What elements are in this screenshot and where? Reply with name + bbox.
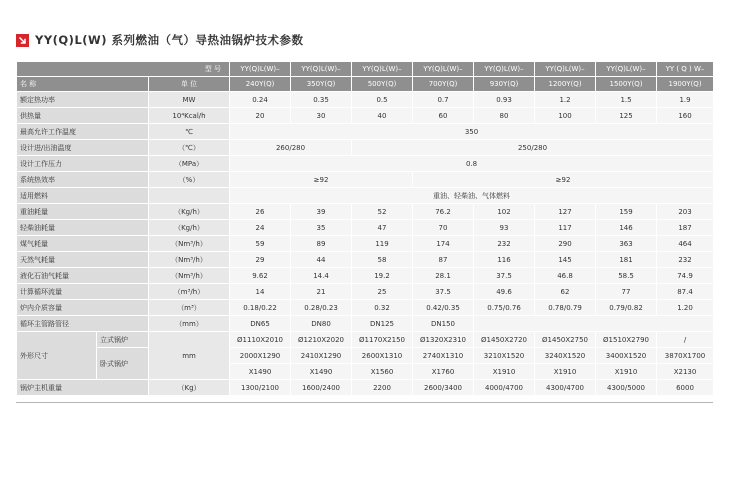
row-coal-gas bbox=[17, 236, 714, 252]
cell: 363 bbox=[596, 236, 657, 252]
row-lpg bbox=[17, 268, 714, 284]
cell: DN80 bbox=[291, 316, 352, 332]
cell: 100 bbox=[535, 108, 596, 124]
cell: 3210X1520 bbox=[474, 348, 535, 364]
model-top: YY(Q)L(W)– bbox=[352, 62, 413, 77]
row-name: 液化石油气耗量 bbox=[17, 268, 149, 284]
row-name: 最高允许工作温度 bbox=[17, 124, 149, 140]
row-efficiency bbox=[17, 172, 714, 188]
cell: 181 bbox=[596, 252, 657, 268]
cell: 0.75/0.76 bbox=[474, 300, 535, 316]
model-bottom: 240Y(Q) bbox=[230, 77, 291, 92]
unit-label: 单 位 bbox=[149, 77, 230, 92]
cell: 87 bbox=[413, 252, 474, 268]
cell: Ø1110X2010 bbox=[230, 332, 291, 348]
spec-table bbox=[16, 61, 714, 396]
model-bottom: 1900Y(Q) bbox=[657, 77, 714, 92]
cell: 0.42/0.35 bbox=[413, 300, 474, 316]
cell: X1560 bbox=[352, 364, 413, 380]
header-row-names bbox=[17, 77, 714, 92]
cell: Ø1510X2790 bbox=[596, 332, 657, 348]
row-name: 设计进/出油温度 bbox=[17, 140, 149, 156]
name-label: 名 称 bbox=[17, 77, 149, 92]
cell: Ø1450X2750 bbox=[535, 332, 596, 348]
model-top: YY(Q)L(W)– bbox=[596, 62, 657, 77]
cell: X2130 bbox=[657, 364, 714, 380]
sub-label-vertical: 立式锅炉 bbox=[97, 332, 149, 348]
model-top: YY(Q)L(W)– bbox=[413, 62, 474, 77]
cell: X1910 bbox=[596, 364, 657, 380]
cell: 46.8 bbox=[535, 268, 596, 284]
cell: 87.4 bbox=[657, 284, 714, 300]
cell: 0.32 bbox=[352, 300, 413, 316]
cell: 58.5 bbox=[596, 268, 657, 284]
cell: 37.5 bbox=[413, 284, 474, 300]
cell: 174 bbox=[413, 236, 474, 252]
cell: 232 bbox=[474, 236, 535, 252]
cell: 119 bbox=[352, 236, 413, 252]
row-rated-power bbox=[17, 92, 714, 108]
cell: 145 bbox=[535, 252, 596, 268]
row-name: 适用燃料 bbox=[17, 188, 149, 204]
cell: 62 bbox=[535, 284, 596, 300]
sub-label-horizontal: 卧式锅炉 bbox=[97, 348, 149, 380]
cell: 14.4 bbox=[291, 268, 352, 284]
arrow-down-right-icon bbox=[16, 34, 29, 47]
cell: Ø1450X2720 bbox=[474, 332, 535, 348]
cell: 20 bbox=[230, 108, 291, 124]
cell: 2600/3400 bbox=[413, 380, 474, 396]
cell: 0.28/0.23 bbox=[291, 300, 352, 316]
row-name: 设计工作压力 bbox=[17, 156, 149, 172]
cell: Ø1170X2150 bbox=[352, 332, 413, 348]
cell: 146 bbox=[596, 220, 657, 236]
cell: 116 bbox=[474, 252, 535, 268]
cell: 1.20 bbox=[657, 300, 714, 316]
cell: 3240X1520 bbox=[535, 348, 596, 364]
cell: 25 bbox=[352, 284, 413, 300]
model-bottom: 350Y(Q) bbox=[291, 77, 352, 92]
cell: 4300/4700 bbox=[535, 380, 596, 396]
model-bottom: 1500Y(Q) bbox=[596, 77, 657, 92]
cell: 35 bbox=[291, 220, 352, 236]
row-unit: （Kg） bbox=[149, 380, 230, 396]
row-heat-supply bbox=[17, 108, 714, 124]
row-name: 轻柴油耗量 bbox=[17, 220, 149, 236]
cell: 3870X1700 bbox=[657, 348, 714, 364]
cell: 24 bbox=[230, 220, 291, 236]
cell: 40 bbox=[352, 108, 413, 124]
cell: 37.5 bbox=[474, 268, 535, 284]
cell: 52 bbox=[352, 204, 413, 220]
row-name: 煤气耗量 bbox=[17, 236, 149, 252]
cell: DN150 bbox=[413, 316, 474, 332]
row-heavy-oil bbox=[17, 204, 714, 220]
cell: 2410X1290 bbox=[291, 348, 352, 364]
cell: 59 bbox=[230, 236, 291, 252]
cell: 2740X1310 bbox=[413, 348, 474, 364]
cell: 77 bbox=[596, 284, 657, 300]
row-dimensions-vertical bbox=[17, 332, 714, 348]
row-unit: （Nm³/h） bbox=[149, 252, 230, 268]
cell: 9.62 bbox=[230, 268, 291, 284]
cell: X1490 bbox=[230, 364, 291, 380]
row-unit: 10⁴Kcal/h bbox=[149, 108, 230, 124]
cell: 160 bbox=[657, 108, 714, 124]
cell: 232 bbox=[657, 252, 714, 268]
cell: 89 bbox=[291, 236, 352, 252]
cell: 187 bbox=[657, 220, 714, 236]
row-unit: （MPa） bbox=[149, 156, 230, 172]
cell: 19.2 bbox=[352, 268, 413, 284]
cell: 重油、轻柴油、气体燃料 bbox=[230, 188, 714, 204]
row-name: 重油耗量 bbox=[17, 204, 149, 220]
row-unit: （mm） bbox=[149, 316, 230, 332]
cell: 464 bbox=[657, 236, 714, 252]
cell: Ø1320X2310 bbox=[413, 332, 474, 348]
cell: 0.24 bbox=[230, 92, 291, 108]
cell: X1910 bbox=[474, 364, 535, 380]
cell: 3400X1520 bbox=[596, 348, 657, 364]
cell: 2200 bbox=[352, 380, 413, 396]
row-name: 循环主管路管径 bbox=[17, 316, 149, 332]
model-bottom: 500Y(Q) bbox=[352, 77, 413, 92]
table-bottom-rule bbox=[16, 402, 713, 403]
cell: 4000/4700 bbox=[474, 380, 535, 396]
model-label: 型 号 bbox=[17, 62, 230, 77]
cell: 70 bbox=[413, 220, 474, 236]
row-name: 炉内介质容量 bbox=[17, 300, 149, 316]
cell: 1600/2400 bbox=[291, 380, 352, 396]
cell: ≥92 bbox=[413, 172, 714, 188]
cell: X1490 bbox=[291, 364, 352, 380]
cell: 159 bbox=[596, 204, 657, 220]
cell: 1.2 bbox=[535, 92, 596, 108]
cell: 1.9 bbox=[657, 92, 714, 108]
row-in-out-temp bbox=[17, 140, 714, 156]
model-bottom: 700Y(Q) bbox=[413, 77, 474, 92]
cell: 49.6 bbox=[474, 284, 535, 300]
cell: DN125 bbox=[352, 316, 413, 332]
cell: 21 bbox=[291, 284, 352, 300]
cell: 0.93 bbox=[474, 92, 535, 108]
model-top: YY(Q)L(W)– bbox=[230, 62, 291, 77]
row-name: 锅炉主机重量 bbox=[17, 380, 149, 396]
cell: 117 bbox=[535, 220, 596, 236]
cell: X1760 bbox=[413, 364, 474, 380]
model-top: YY(Q)L(W)– bbox=[535, 62, 596, 77]
cell: 0.18/0.22 bbox=[230, 300, 291, 316]
model-top: YY(Q)L(W)– bbox=[291, 62, 352, 77]
cell: 2000X1290 bbox=[230, 348, 291, 364]
row-circulation bbox=[17, 284, 714, 300]
row-unit: （Nm³/h） bbox=[149, 236, 230, 252]
model-top: YY(Q)L(W)– bbox=[474, 62, 535, 77]
cell: 0.78/0.79 bbox=[535, 300, 596, 316]
cell: 28.1 bbox=[413, 268, 474, 284]
cell: DN65 bbox=[230, 316, 291, 332]
model-bottom: 930Y(Q) bbox=[474, 77, 535, 92]
cell: ≥92 bbox=[230, 172, 413, 188]
row-unit: （m³） bbox=[149, 300, 230, 316]
model-top: YY ( Q ) W– bbox=[657, 62, 714, 77]
row-name: 供热量 bbox=[17, 108, 149, 124]
cell: 1.5 bbox=[596, 92, 657, 108]
row-unit: （%） bbox=[149, 172, 230, 188]
row-name: 外形尺寸 bbox=[17, 332, 97, 380]
cell: X1910 bbox=[535, 364, 596, 380]
cell: Ø1210X2020 bbox=[291, 332, 352, 348]
cell: 0.79/0.82 bbox=[596, 300, 657, 316]
row-unit: （℃） bbox=[149, 140, 230, 156]
cell: 127 bbox=[535, 204, 596, 220]
cell: 0.8 bbox=[230, 156, 714, 172]
cell: 2600X1310 bbox=[352, 348, 413, 364]
row-unit: ℃ bbox=[149, 124, 230, 140]
row-dimensions-horizontal-1 bbox=[17, 348, 714, 364]
cell: 125 bbox=[596, 108, 657, 124]
cell: 260/280 bbox=[230, 140, 352, 156]
cell: 47 bbox=[352, 220, 413, 236]
cell: 58 bbox=[352, 252, 413, 268]
cell: / bbox=[657, 332, 714, 348]
row-unit: mm bbox=[149, 332, 230, 380]
model-bottom: 1200Y(Q) bbox=[535, 77, 596, 92]
row-unit: MW bbox=[149, 92, 230, 108]
row-unit: （Kg/h） bbox=[149, 204, 230, 220]
row-name: 天然气耗量 bbox=[17, 252, 149, 268]
cell: 1300/2100 bbox=[230, 380, 291, 396]
row-natural-gas bbox=[17, 252, 714, 268]
cell: 26 bbox=[230, 204, 291, 220]
row-fuel bbox=[17, 188, 714, 204]
row-name: 额定热功率 bbox=[17, 92, 149, 108]
cell: 6000 bbox=[657, 380, 714, 396]
cell: 44 bbox=[291, 252, 352, 268]
header-row-models bbox=[17, 62, 714, 77]
row-unit: （m³/h） bbox=[149, 284, 230, 300]
row-unit: （Nm³/h） bbox=[149, 268, 230, 284]
cell: 250/280 bbox=[352, 140, 714, 156]
cell bbox=[474, 316, 714, 332]
row-unit bbox=[149, 188, 230, 204]
cell: 0.5 bbox=[352, 92, 413, 108]
cell: 0.35 bbox=[291, 92, 352, 108]
cell: 0.7 bbox=[413, 92, 474, 108]
row-max-temp bbox=[17, 124, 714, 140]
row-name: 计算循环流量 bbox=[17, 284, 149, 300]
row-light-oil bbox=[17, 220, 714, 236]
cell: 203 bbox=[657, 204, 714, 220]
page-heading bbox=[16, 30, 303, 50]
row-unit: （Kg/h） bbox=[149, 220, 230, 236]
cell: 14 bbox=[230, 284, 291, 300]
cell: 60 bbox=[413, 108, 474, 124]
cell: 102 bbox=[474, 204, 535, 220]
cell: 350 bbox=[230, 124, 714, 140]
cell: 74.9 bbox=[657, 268, 714, 284]
cell: 80 bbox=[474, 108, 535, 124]
row-pressure bbox=[17, 156, 714, 172]
cell: 39 bbox=[291, 204, 352, 220]
page-title: YY(Q)L(W) 系列燃油（气）导热油锅炉技术参数 bbox=[35, 33, 304, 47]
row-medium-volume bbox=[17, 300, 714, 316]
cell: 4300/5000 bbox=[596, 380, 657, 396]
cell: 30 bbox=[291, 108, 352, 124]
cell: 290 bbox=[535, 236, 596, 252]
row-pipe-diameter bbox=[17, 316, 714, 332]
cell: 93 bbox=[474, 220, 535, 236]
row-name: 系统热效率 bbox=[17, 172, 149, 188]
cell: 76.2 bbox=[413, 204, 474, 220]
cell: 29 bbox=[230, 252, 291, 268]
row-weight bbox=[17, 380, 714, 396]
